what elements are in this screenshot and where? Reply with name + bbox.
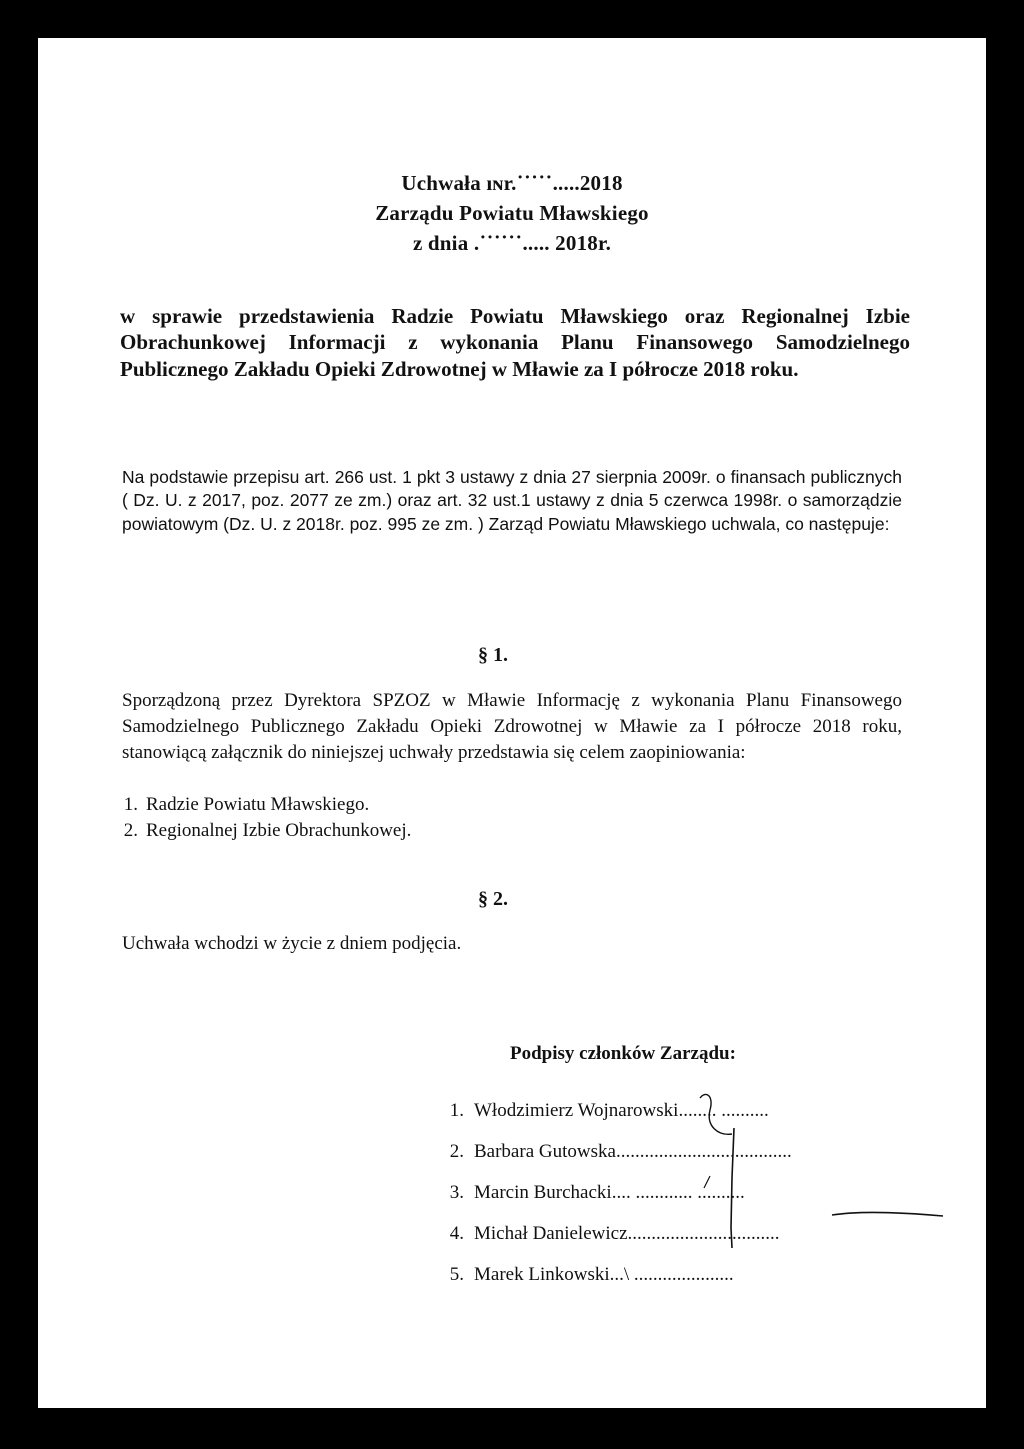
resolution-number: Uchwała ıɴr.˙˙˙˙˙.....2018 — [401, 171, 623, 195]
handwritten-signature — [38, 38, 986, 1408]
signature-stroke — [704, 1176, 710, 1188]
signature-line: ........ .......... — [678, 1100, 769, 1121]
signature-stroke — [731, 1128, 734, 1248]
signature-number: 1. — [449, 1100, 464, 1121]
signature-number: 3. — [449, 1182, 464, 1203]
document-page — [38, 38, 986, 1408]
signature-number: 2. — [449, 1141, 464, 1162]
signatures-title: Podpisy członków Zarządu: — [510, 1043, 736, 1064]
signature-name: Marek Linkowski — [474, 1264, 610, 1285]
signature-line: .... ............ .......... — [611, 1182, 745, 1203]
section-2-heading: § 2. — [478, 888, 508, 910]
resolution-subject: w sprawie przedstawienia Radzie Powiatu Mławskiego oraz Regionalnej Izbie Obrachunkowej Informacji z wykonania Planu Finansowego Samodzielnego Publicznego Zakładu Opieki Zdrowotnej w Mławie za I półrocze 2018 roku. — [120, 304, 910, 381]
signature-line: ................................ — [627, 1223, 780, 1244]
signature-name: Włodzimierz Wojnarowski — [474, 1100, 679, 1121]
signature-name: Marcin Burchacki — [474, 1182, 612, 1203]
list-item-text: Radzie Powiatu Mławskiego. — [146, 794, 370, 815]
signature-stroke — [832, 1212, 943, 1216]
section-1-text: Sporządzoną przez Dyrektora SPZOZ w Mławie Informację z wykonania Planu Finansowego Samodzielnego Publicznego Zakładu Opieki Zdrowotnej w Mławie za I półrocze 2018 roku, stanowiącą załącznik do niniejszej uchwały przedstawia się celem zaopiniowania: — [122, 690, 902, 763]
signature-stroke — [700, 1094, 732, 1134]
signature-line: ...\ ..................... — [609, 1264, 734, 1285]
legal-basis: Na podstawie przepisu art. 266 ust. 1 pkt 3 ustawy z dnia 27 sierpnia 2009r. o finansach publicznych ( Dz. U. z 2017, poz. 2077 ze zm.) oraz art. 32 ust.1 ustawy z dnia 5 czerwca 1998r. o samorządzie powiatowym (Dz. U. z 2018r. poz. 995 ze zm. ) Zarząd Powiatu Mławskiego uchwala, co następuje: — [122, 467, 902, 534]
section-2-text: Uchwała wchodzi w życie z dniem podjęcia. — [122, 933, 462, 954]
resolution-date: z dnia .˙˙˙˙˙˙..... 2018r. — [412, 231, 612, 255]
issuing-body: Zarządu Powiatu Mławskiego — [375, 201, 649, 225]
list-item-text: Regionalnej Izbie Obrachunkowej. — [146, 820, 412, 841]
list-item-number: 2. — [123, 820, 138, 841]
list-item-number: 1. — [123, 794, 138, 815]
section-1-heading: § 1. — [478, 644, 508, 666]
signature-number: 4. — [449, 1223, 464, 1244]
signature-name: Barbara Gutowska — [474, 1141, 616, 1162]
signature-number: 5. — [449, 1264, 464, 1285]
signature-line: ..................................... — [615, 1141, 792, 1162]
signature-name: Michał Danielewicz — [474, 1223, 628, 1244]
